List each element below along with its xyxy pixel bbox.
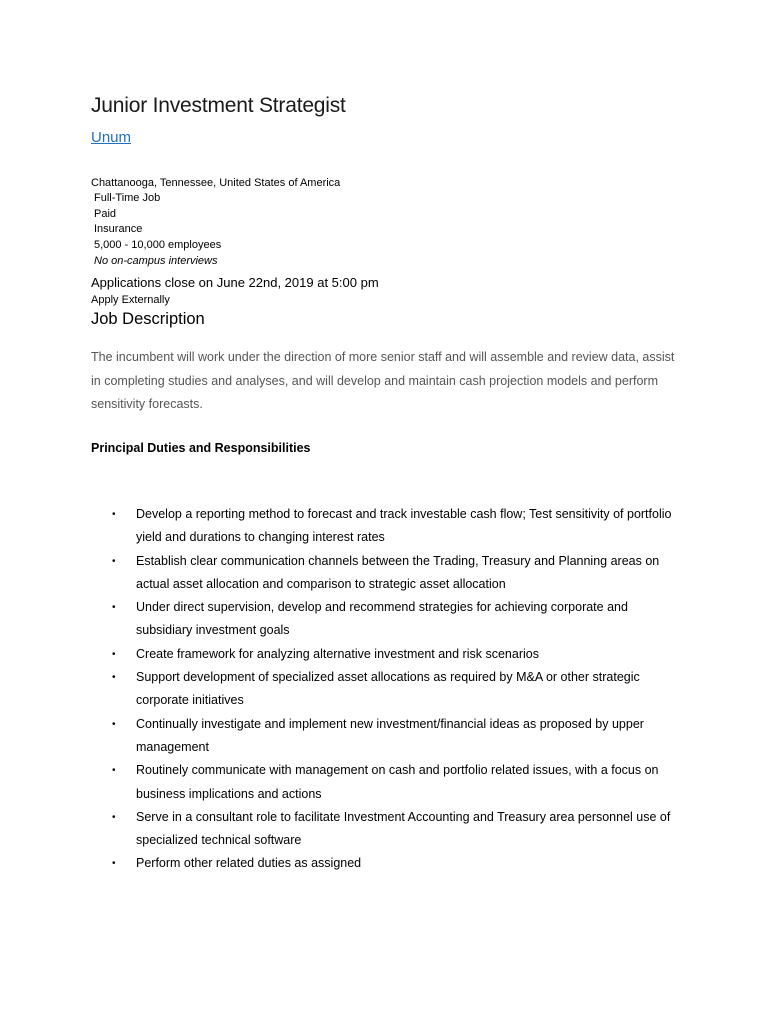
bullet-icon: • — [112, 765, 116, 777]
job-description-text: The incumbent will work under the direction of more senior staff and will assemble and review data, assist in completing studies and analyses, and will develop and maintain cash projection models and perform sensitivity forecasts. — [91, 350, 675, 411]
duty-text: Develop a reporting method to forecast and track investable cash flow; Test sensitivity of portfolio yield and durations to changing interest rates — [136, 507, 672, 545]
bullet-icon: • — [112, 672, 116, 684]
duty-text: Routinely communicate with management on cash and portfolio related issues, with a focus on business implications and actions — [136, 763, 659, 801]
duty-text: Under direct supervision, develop and recommend strategies for achieving corporate and subsidiary investment goals — [136, 600, 628, 638]
duty-item — [91, 666, 681, 713]
duty-text: Create framework for analyzing alternative investment and risk scenarios — [136, 646, 539, 661]
bullet-icon: • — [112, 555, 116, 567]
duties-heading: Principal Duties and Responsibilities — [91, 441, 311, 455]
bullet-icon: • — [112, 718, 116, 730]
job-type: Full-Time Job — [94, 192, 161, 204]
bullet-icon: • — [112, 648, 116, 660]
duty-text: Support development of specialized asset allocations as required by M&A or other strategic corporate initiatives — [136, 670, 640, 708]
duty-item — [91, 852, 681, 875]
duty-text: Perform other related duties as assigned — [136, 856, 362, 871]
job-title: Junior Investment Strategist — [91, 94, 346, 117]
duty-item — [91, 806, 681, 853]
bullet-icon: • — [112, 811, 116, 823]
job-description-heading: Job Description — [91, 310, 205, 328]
duty-item — [91, 596, 681, 643]
duty-item — [91, 503, 681, 550]
duty-text: Continually investigate and implement new investment/financial ideas as proposed by upper management — [136, 716, 644, 754]
duty-item — [91, 759, 681, 806]
duty-item — [91, 550, 681, 597]
duty-text: Serve in a consultant role to facilitate Investment Accounting and Treasury area personnel use of specialized technical software — [136, 809, 671, 848]
job-pay: Paid — [94, 208, 117, 220]
apply-externally-link[interactable]: Apply Externally — [91, 294, 170, 306]
interview-info: No on-campus interviews — [94, 255, 218, 267]
job-industry: Insurance — [94, 223, 143, 235]
duty-item — [91, 643, 681, 666]
company-size: 5,000 - 10,000 employees — [94, 239, 222, 251]
bullet-icon: • — [112, 602, 116, 614]
duty-item — [91, 713, 681, 760]
bullet-icon: • — [112, 509, 116, 520]
job-location: Chattanooga, Tennessee, United States of America — [91, 177, 341, 189]
duties-list — [91, 503, 681, 876]
company-link[interactable]: Unum — [91, 129, 132, 146]
duty-text: Establish clear communication channels between the Trading, Treasury and Planning areas on actual asset allocation and comparison to strategic asset allocation — [136, 553, 660, 591]
application-deadline: Applications close on June 22nd, 2019 at 5:00 pm — [91, 275, 379, 290]
bullet-icon: • — [112, 858, 116, 870]
